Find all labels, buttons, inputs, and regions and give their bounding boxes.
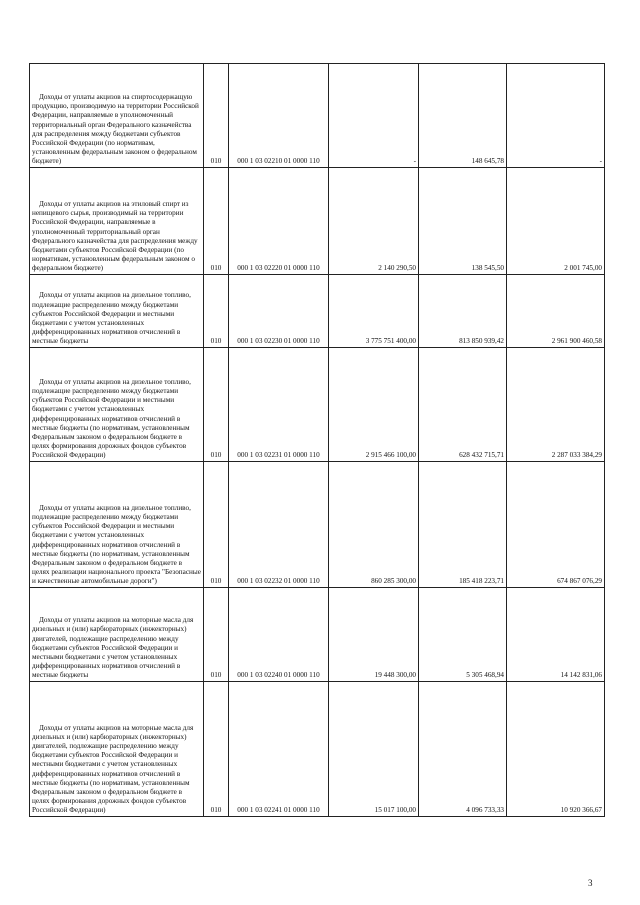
table-row bbox=[30, 348, 605, 462]
line-code-cell: 010 bbox=[204, 168, 229, 275]
executed-amount-cell: 148 645,78 bbox=[419, 64, 507, 168]
table-row bbox=[30, 462, 605, 588]
table-row bbox=[30, 588, 605, 682]
approved-amount-cell: 15 017 100,00 bbox=[329, 682, 419, 817]
approved-amount-cell: - bbox=[329, 64, 419, 168]
table-row bbox=[30, 64, 605, 168]
page-number: 3 bbox=[588, 878, 593, 888]
line-code-cell: 010 bbox=[204, 682, 229, 817]
unexecuted-amount-cell: 2 961 900 460,58 bbox=[507, 275, 605, 348]
table-row bbox=[30, 168, 605, 275]
executed-amount-cell: 138 545,50 bbox=[419, 168, 507, 275]
executed-amount-cell: 5 305 468,94 bbox=[419, 588, 507, 682]
budget-classification-code-cell: 000 1 03 02241 01 0000 110 bbox=[229, 682, 329, 817]
approved-amount-cell: 19 448 300,00 bbox=[329, 588, 419, 682]
executed-amount-cell: 628 432 715,71 bbox=[419, 348, 507, 462]
unexecuted-amount-cell: 14 142 831,06 bbox=[507, 588, 605, 682]
approved-amount-cell: 2 915 466 100,00 bbox=[329, 348, 419, 462]
line-code-cell: 010 bbox=[204, 275, 229, 348]
budget-classification-code-cell: 000 1 03 02230 01 0000 110 bbox=[229, 275, 329, 348]
table-row bbox=[30, 275, 605, 348]
budget-classification-code-cell: 000 1 03 02240 01 0000 110 bbox=[229, 588, 329, 682]
revenue-name-cell: Доходы от уплаты акцизов на моторные масла для дизельных и (или) карбюраторных (инжекторных) двигателей, подлежащие распределению между бюджетами субъектов Российской Федерации и местными бюджетами с учетом установленных дифференцированных нормативов отчислений в местные бюджеты (по нормативам, установленным Федеральным законом о федеральном бюджете в целях формирования дорожных фондов субъектов Российской Федерации) bbox=[30, 682, 204, 817]
line-code-cell: 010 bbox=[204, 588, 229, 682]
revenue-name-cell: Доходы от уплаты акцизов на дизельное топливо, подлежащие распределению между бюджетами субъектов Российской Федерации и местными бюджетами с учетом установленных дифференцированных нормативов отчислений в местные бюджеты bbox=[30, 275, 204, 348]
budget-classification-code-cell: 000 1 03 02220 01 0000 110 bbox=[229, 168, 329, 275]
unexecuted-amount-cell: - bbox=[507, 64, 605, 168]
budget-classification-code-cell: 000 1 03 02210 01 0000 110 bbox=[229, 64, 329, 168]
budget-classification-code-cell: 000 1 03 02231 01 0000 110 bbox=[229, 348, 329, 462]
revenue-name-cell: Доходы от уплаты акцизов на этиловый спирт из непищевого сырья, производимый на территории Российской Федерации, направляемые в уполномоченный территориальный орган Федерального казначейства для распределения между бюджетами субъектов Российской Федерации (по нормативам, установленным федеральным законом о федеральном бюджете) bbox=[30, 168, 204, 275]
budget-revenue-table bbox=[29, 63, 605, 817]
unexecuted-amount-cell: 674 867 076,29 bbox=[507, 462, 605, 588]
line-code-cell: 010 bbox=[204, 462, 229, 588]
unexecuted-amount-cell: 2 287 033 384,29 bbox=[507, 348, 605, 462]
executed-amount-cell: 813 850 939,42 bbox=[419, 275, 507, 348]
approved-amount-cell: 860 285 300,00 bbox=[329, 462, 419, 588]
approved-amount-cell: 3 775 751 400,00 bbox=[329, 275, 419, 348]
revenue-name-cell: Доходы от уплаты акцизов на моторные масла для дизельных и (или) карбюраторных (инжекторных) двигателей, подлежащие распределению между бюджетами субъектов Российской Федерации и местными бюджетами с учетом установленных дифференцированных нормативов отчислений в местные бюджеты bbox=[30, 588, 204, 682]
line-code-cell: 010 bbox=[204, 64, 229, 168]
revenue-name-cell: Доходы от уплаты акцизов на спиртосодержащую продукцию, производимую на территории Российской Федерации, направляемые в уполномоченный территориальный орган Федерального казначейства для распределения между бюджетами субъектов Российской Федерации (по нормативам, установленным федеральным законом о федеральном бюджете) bbox=[30, 64, 204, 168]
unexecuted-amount-cell: 10 920 366,67 bbox=[507, 682, 605, 817]
line-code-cell: 010 bbox=[204, 348, 229, 462]
table-row bbox=[30, 682, 605, 817]
revenue-name-cell: Доходы от уплаты акцизов на дизельное топливо, подлежащие распределению между бюджетами субъектов Российской Федерации и местными бюджетами с учетом установленных дифференцированных нормативов отчислений в местные бюджеты (по нормативам, установленным Федеральным законом о федеральном бюджете в целях формирования дорожных фондов субъектов Российской Федерации) bbox=[30, 348, 204, 462]
approved-amount-cell: 2 140 290,50 bbox=[329, 168, 419, 275]
budget-classification-code-cell: 000 1 03 02232 01 0000 110 bbox=[229, 462, 329, 588]
unexecuted-amount-cell: 2 001 745,00 bbox=[507, 168, 605, 275]
executed-amount-cell: 4 096 733,33 bbox=[419, 682, 507, 817]
executed-amount-cell: 185 418 223,71 bbox=[419, 462, 507, 588]
revenue-name-cell: Доходы от уплаты акцизов на дизельное топливо, подлежащие распределению между бюджетами субъектов Российской Федерации и местными бюджетами с учетом установленных дифференцированных нормативов отчислений в местные бюджеты (по нормативам, установленным Федеральным законом о федеральном бюджете в целях реализации национального проекта "Безопасные и качественные автомобильные дороги") bbox=[30, 462, 204, 588]
